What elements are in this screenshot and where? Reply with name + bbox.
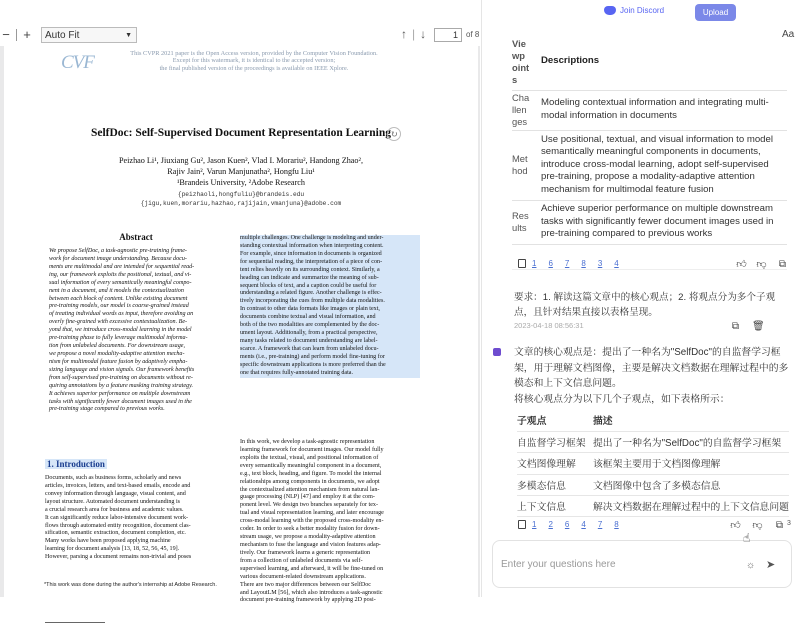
email-line-2: {jigu,kuen,morariu,hazhao,rajijain,vmanjuna}@adobe.com (140, 200, 342, 207)
intro-line: articles, invoices, letters, and text-based emails, encode and (45, 482, 191, 489)
body-line: coder. In order to seek a better modality fusion for down- (240, 526, 380, 533)
document-icon (518, 259, 526, 268)
abstract-line: of treating individual words as input, therefore avoiding an (49, 311, 194, 318)
footnote: *This work was done during the author's internship at Adobe Research. (44, 582, 217, 588)
table-header-cell: Vie wp oint s (512, 34, 536, 90)
abstract-line: from self-supervised pre-training on documents without re- (49, 374, 193, 381)
copy-icon[interactable]: ⧉ (775, 520, 784, 531)
paper-title: SelfDoc: Self-Supervised Document Representation Learning (90, 127, 392, 139)
cvf-notice-line: the final published version of the proceedings is available on IEEE Xplore. (159, 64, 349, 72)
cvf-logo: CVF (61, 52, 94, 73)
highlighted-line: both of the two modalities are complemented by the doc- (240, 322, 380, 329)
intro-line: sification, semantic extraction, document completion, etc. (45, 530, 186, 537)
highlighted-line: tively incorporating the cues from multiple data modalities. (240, 298, 385, 305)
table-cell: Modeling contextual information and integrating multi-modal information in documents (536, 90, 787, 130)
table-row (517, 410, 789, 431)
table-cell: 多模态信息 (517, 474, 593, 495)
pdf-area[interactable] (0, 46, 480, 604)
table-row (512, 34, 787, 90)
subpoints-table (517, 410, 789, 517)
abstract-text (49, 248, 233, 414)
upload-button[interactable]: Upload (695, 4, 736, 21)
highlighted-line: heading can indicate and summarize the meaning of sub- (240, 274, 379, 281)
intro-line: Many works have been proposed applying machine (45, 538, 171, 545)
intro-line: Documents, such as business forms, scholarly and news (45, 475, 182, 481)
table-cell: 解决文档数据在理解过程中的上下文信息问题 (593, 496, 789, 517)
intro-line: layout structure. Automated document understanding is (45, 498, 181, 505)
zoom-select-value: Auto Fit (45, 29, 80, 41)
body-line: the contextualized attention mechanism from natural lan- (240, 486, 380, 493)
zoom-select[interactable] (41, 27, 137, 43)
cvf-notice (104, 50, 404, 72)
table-cell: Achieve superior performance on multiple downstream tasks with significantly fewer document images used in pre-training compared to previous works (536, 200, 787, 244)
document-icon (518, 520, 526, 529)
abstract-line: We propose SelfDoc, a task-agnostic pre-training frame- (49, 248, 187, 254)
authors-line-1: Peizhao Li¹, Jiuxiang Gu², Jason Kuen², Vlad I. Morariu², Handong Zhao², (118, 156, 364, 165)
abstract-line: ing, our framework exploits the positional, textual, and vi- (49, 271, 192, 278)
abstract-line: tion from unlabeled documents. For downstream usage, (49, 343, 185, 350)
table-cell: Met hod (512, 130, 536, 200)
highlighted-line: understanding a related figure. Another challenge is effec- (240, 290, 382, 297)
highlighted-line: for sequential reading, the interpretation of a piece of con- (240, 258, 383, 265)
highlighted-line: many tasks related to document understanding are label- (240, 337, 378, 344)
abstract-line: ments are multimodal and are intended for sequential read- (49, 263, 195, 270)
thumbs-down-icon[interactable]: 👎︎ (756, 259, 767, 270)
question-input-box[interactable] (492, 540, 792, 588)
trash-icon[interactable]: 🗑︎ (752, 321, 765, 332)
intro-text (45, 475, 233, 562)
page-nav (401, 27, 426, 41)
highlighted-line: multiple challenges. One challenge is modeling and under- (240, 235, 384, 241)
table-header-cell: 子观点 (517, 410, 593, 431)
discord-icon (604, 6, 616, 15)
discord-label: Join Discord (620, 6, 665, 15)
abstract-line: pre-training models, our model is coarse-grained instead (49, 303, 189, 310)
abstract-line: nent in a document, and it models the contextualization (49, 287, 184, 294)
copy-icon[interactable]: ⧉ (731, 321, 740, 332)
send-icon[interactable]: ➤ (766, 559, 776, 571)
page-number-input[interactable]: 1 (434, 28, 462, 42)
email-line-1: {peizhaoli,hongfuliu}@brandeis.edu (177, 191, 305, 198)
cvf-notice-line: Except for this watermark, it is identical to the accepted version; (172, 57, 336, 65)
highlighted-line: ument layout. Additionally, from a practical perspective, (240, 330, 378, 337)
body-line: ponent level. We design two branches separately for tex- (240, 502, 378, 509)
highlighted-line: tent relies heavily on its surrounding context. Similarly, a (240, 266, 380, 273)
abstract-line: sizing language and vision signals. Our framework benefits (49, 366, 195, 373)
copy-count: 3 (787, 520, 791, 527)
page-link[interactable]: 4 (581, 520, 586, 529)
message-timestamp: 2023-04-18 08:56:31 (514, 321, 584, 330)
page-link[interactable]: 2 (548, 520, 553, 529)
table-row (512, 130, 787, 200)
body-text-right (240, 439, 420, 605)
body-line: various document-related downstream applications. (240, 573, 366, 580)
summary-table (512, 34, 787, 245)
page-link[interactable]: 7 (564, 259, 570, 268)
body-line: In this work, we develop a task-agnostic representation (240, 439, 375, 445)
page-link[interactable]: 8 (581, 259, 586, 268)
table-header-cell: Descriptions (536, 34, 787, 90)
table-row (517, 453, 789, 474)
font-size-icon[interactable]: Aa (782, 29, 795, 40)
highlighted-line: For example, since information in documents is organized (240, 250, 382, 257)
abstract-line: sual information of every semantically meaningful compo- (49, 279, 192, 286)
user-message: 要求：1. 解读这篇文章中的核心观点；2. 将观点分为多个子观点，且针对结果直接以表格呈现。 (514, 292, 776, 318)
highlighted-line: In contrast to other data formats like images or plain text, (240, 306, 380, 313)
table-cell: Cha llen ges (512, 90, 536, 130)
body-line: relationships among components in documents, we adopt (240, 478, 380, 485)
cvf-notice-line: This CVPR 2021 paper is the Open Access version, provided by the Computer Vision Foundation. (130, 50, 378, 57)
abstract-line: It achieves superior performance on multiple downstream (49, 390, 191, 397)
arrow-down-icon[interactable]: ↓ (420, 27, 427, 41)
abstract-line: between each block of content. Unlike existing document (49, 295, 188, 302)
intro-line: However, parsing a document remains non-trivial and poses (45, 554, 192, 561)
highlighted-line: one that requires fully-annotated training data. (240, 369, 354, 376)
abstract-line: overly fine-grained with excessive contextualization. Be- (49, 319, 188, 326)
page-link[interactable]: 6 (564, 520, 570, 529)
highlighted-line: scarce. A framework that can learn from unlabeled docu- (240, 345, 379, 352)
table-row (517, 431, 789, 452)
authors-line-2: Rajiv Jain², Varun Manjunatha², Hongfu Liu¹ (167, 167, 315, 176)
page-link[interactable]: 1 (532, 259, 537, 268)
abstract-line: tasks with significantly fewer document images used in the (49, 398, 192, 405)
body-line: from a collection of unlabeled documents via self- (240, 557, 363, 564)
zoom-in-button[interactable]: + (23, 27, 31, 42)
highlighted-line: sequent blocks of text, and a caption could be useful for (240, 282, 377, 289)
thumbs-down-icon[interactable]: 👎︎ (752, 520, 763, 531)
table-cell: Res ults (512, 200, 536, 244)
pdf-page (4, 46, 478, 606)
intro-line: learning for document analysis [13, 18, 52, 56, 45, 19]. (45, 546, 180, 553)
source-pages-row (518, 259, 631, 268)
page-link[interactable]: 1 (532, 520, 537, 529)
source-pages-row (518, 520, 631, 529)
abstract-line: nism for multimodal feature fusion by adaptively empha- (49, 358, 188, 365)
body-line: cross-modal learning with the proposed cross-modality en- (240, 518, 384, 525)
body-line: tively. Our framework learns a generic representation (240, 549, 371, 556)
abstract-line: we propose a novel modality-adaptive attention mecha- (49, 350, 185, 357)
chevron-down-icon: ▼ (125, 31, 132, 39)
abstract-line: yond that, we introduce cross-modal learning in the model (49, 327, 192, 334)
refresh-icon[interactable]: ↻ (387, 127, 401, 141)
body-line: guage processing (NLP) [47] and employ it at the com- (240, 494, 375, 501)
bot-avatar (493, 348, 501, 356)
abstract-line: work for document image understanding. Because docu- (49, 255, 187, 262)
table-cell: 文档图像理解 (517, 453, 593, 474)
table-header-cell: 描述 (593, 410, 789, 431)
bot-message-intro: 文章的核心观点是：提出了一种名为"SelfDoc"的自监督学习框架，用于理解文档图像，主要是解决文档数据在理解过程中的多模态和上下文信息问题。 (514, 347, 789, 389)
body-line: supervised learning, and afterward, it will be fine-tuned on (240, 565, 384, 572)
table-row (512, 200, 787, 244)
arrow-up-icon[interactable]: ↑ (401, 27, 407, 41)
table-cell: 上下文信息 (517, 496, 593, 517)
join-discord-link[interactable] (604, 6, 664, 15)
chat-panel (481, 0, 800, 597)
question-input-placeholder[interactable]: Enter your questions here (501, 559, 616, 570)
left-top-strip (0, 0, 480, 25)
table-row (517, 474, 789, 495)
body-line: There are two major differences between our SelfDoc (240, 581, 372, 588)
highlighted-line: specific downstream applications is more preferred than the (240, 361, 386, 368)
table-row (517, 496, 789, 517)
highlighted-paragraph (240, 235, 420, 378)
intro-heading: 1. Introduction (47, 459, 105, 469)
table-cell: 该框架主要用于文档图像理解 (593, 453, 789, 474)
intro-line: flows through automated entity recognition, document clas- (45, 522, 191, 529)
top-bar (482, 0, 801, 25)
intro-line: a crucial research area for business and academic values. (45, 506, 184, 513)
body-line: learning framework for document images. Our model fully (240, 446, 384, 453)
affiliations: ¹Brandeis University, ²Adobe Research (176, 178, 306, 187)
page-link[interactable]: 6 (548, 259, 553, 268)
body-line: exploits the textual, visual, and positional information of (240, 454, 379, 461)
body-line: and LayoutLM [56], which also introduces a task-agnostic (240, 589, 383, 596)
intro-line: convey information through language, visual content, and (45, 490, 186, 497)
abstract-line: pre-training stage compared to previous works. (49, 406, 165, 413)
body-line: every semantically meaningful component in a document, (240, 462, 382, 469)
body-line: tual and visual representation learning, and later encourage (240, 510, 384, 517)
lightbulb-icon[interactable]: ☼ (746, 560, 756, 571)
abstract-line: quiring annotations by a feature masking training strategy. (49, 382, 193, 389)
bot-message-lead: 将核心观点分为以下几个子观点，如下表格所示： (514, 394, 730, 405)
page-link[interactable]: 4 (614, 259, 619, 268)
intro-line: It can significantly reduce labor-intensive document work- (45, 514, 189, 521)
table-cell: 文档图像中包含了多模态信息 (593, 474, 789, 495)
nav-divider: | (412, 27, 416, 41)
highlighted-line: standing contextual information when interpreting content. (240, 242, 384, 249)
body-line: document pre-training framework by applying 2D posi- (240, 597, 376, 604)
page-link[interactable]: 3 (597, 259, 603, 268)
summary-table-card (512, 34, 787, 270)
zoom-out-button[interactable]: − (2, 27, 10, 42)
body-line: mechanism to fuse the language and vision features adap- (240, 541, 381, 548)
thumbs-up-icon[interactable]: 👍︎ (730, 520, 741, 531)
toolbar-divider (16, 29, 17, 41)
table-cell: 提出了一种名为"SelfDoc"的自监督学习框架 (593, 431, 789, 452)
copy-icon[interactable]: ⧉ (778, 259, 787, 270)
body-line: e.g., text block, heading, and figure. To model the internal (240, 470, 382, 477)
table-row (512, 90, 787, 130)
table-cell: 自监督学习框架 (517, 431, 593, 452)
mouse-cursor: ☝ (743, 531, 751, 545)
highlighted-line: documents combine textual and visual information, and (240, 314, 376, 321)
pdf-toolbar (0, 25, 480, 45)
page-total: of 8 (466, 30, 480, 39)
thumbs-up-icon[interactable]: 👍︎ (736, 259, 747, 270)
abstract-line: pre-training phase to fully leverage multimodal informa- (49, 335, 188, 342)
page-link[interactable]: 7 (597, 520, 603, 529)
highlighted-line: ments (i.e., pre-training) and perform model fine-tuning for (240, 353, 385, 360)
abstract-title: Abstract (119, 232, 153, 242)
page-link[interactable]: 8 (614, 520, 619, 529)
table-cell: Use positional, textual, and visual information to model semantically meaningful components in documents, introduce cross-modal learning, adopt self-supervised pre-training, propose a modality-adaptive attention mechanism for multimodal feature fusion (536, 130, 787, 200)
body-line: stream usage, we propose a modality-adaptive attention (240, 534, 376, 541)
